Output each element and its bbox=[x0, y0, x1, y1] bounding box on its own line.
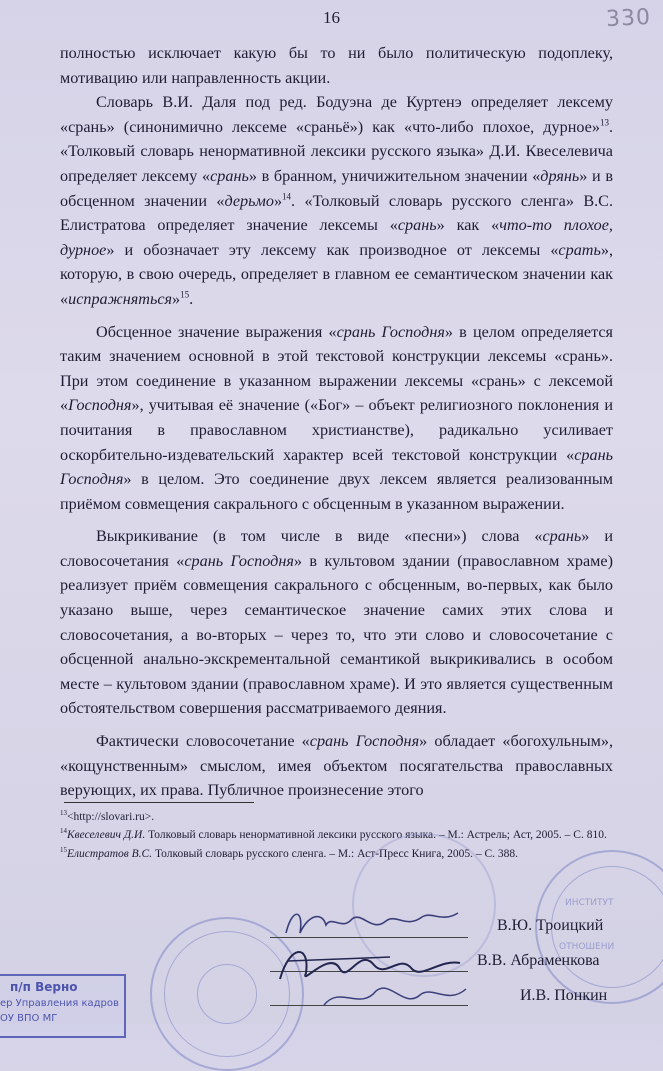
italic-term: срань Господня bbox=[309, 732, 420, 751]
text-run: Обсценное значение выражения « bbox=[96, 322, 337, 341]
signatory-name-3: И.В. Понкин bbox=[520, 987, 608, 1004]
footnote bbox=[60, 806, 615, 824]
footnotes bbox=[60, 806, 615, 861]
footnote-ref: 15 bbox=[180, 289, 190, 300]
text-run: » обладает «богохульным», «кощунственным» смыслом, имея объектом посягательства православных верующих, их права. Публичное произнесение этого bbox=[60, 732, 613, 800]
footnote bbox=[60, 843, 615, 861]
text-run: » bbox=[172, 289, 181, 308]
italic-term: срань Господня bbox=[60, 445, 613, 489]
seal-text-line2: ОТНОШЕНИ bbox=[559, 942, 615, 952]
italic-term: срань Господня bbox=[184, 551, 294, 570]
text-run: », которую, в свою очередь, определяет в главном ее семантическом значении как « bbox=[60, 240, 613, 308]
italic-term: Господня bbox=[68, 396, 132, 415]
signature-3 bbox=[320, 975, 470, 1015]
certification-line-2: ОУ ВПО МГ bbox=[0, 1013, 58, 1024]
footnote-ref: 13 bbox=[599, 117, 609, 128]
text-run: », учитывая её значение («Бог» – объект религиозного поклонения и почитания в православном христианстве), радикально усиливает оскорбительно-издевательский характер всей текстовой конструкции « bbox=[60, 396, 613, 464]
seal-text-line1: ИНСТИТУТ bbox=[565, 898, 614, 908]
text-run: . «Толковый словарь русского сленга» В.С. Елистратова определяет значение лексемы « bbox=[60, 191, 614, 235]
signatory-name-2: В.В. Абраменкова bbox=[477, 952, 600, 969]
italic-term: срань bbox=[210, 166, 249, 185]
footnote-text: <http://slovari.ru>. bbox=[67, 810, 155, 823]
footnote-author: Квеселевич Д.И. bbox=[67, 829, 146, 842]
text-run: Словарь В.И. Даля под ред. Бодуэна де Куртенэ определяет лексему «срань» (синонимично лексеме «сраньё») как «что-либо плохое, дурное» bbox=[60, 93, 613, 136]
italic-term: срань bbox=[542, 527, 582, 546]
handwritten-page-mark: 330 bbox=[605, 4, 652, 33]
italic-term: что-то плохое, дурное bbox=[60, 216, 613, 259]
text-run: » в культовом здании (православном храме) реализует приём совмещения сакрального с обсценным, во-первых, как было указано выше, через семантическое значение самих этих слова и словосочетания, а во-вторых – через то, что эти слово и словосочетание с обсценной анально-экскрементальной семантикой выкрикивались в особом месте – культовом здании (православном храме). И это является существенным обстоятельством совершения рассматриваемого деяния. bbox=[60, 551, 613, 718]
text-run: » и словосочетания « bbox=[60, 527, 613, 570]
footnote-number: 13 bbox=[60, 809, 67, 817]
certification-line-1: ер Управления кадров bbox=[0, 998, 119, 1009]
signatory-name-1: В.Ю. Троицкий bbox=[497, 917, 604, 934]
text-run: » и в обсценном значении « bbox=[60, 166, 614, 210]
body-text bbox=[60, 41, 613, 803]
text-run: полностью исключает какую бы то ни было политическую подоплеку, мотивацию или направленность акции. bbox=[60, 44, 613, 87]
certification-title: п/п Верно bbox=[10, 980, 78, 994]
italic-term: дерьмо bbox=[224, 191, 274, 210]
italic-term: срать bbox=[558, 240, 601, 259]
italic-term: дрянь bbox=[540, 166, 580, 185]
paragraph bbox=[60, 41, 613, 90]
footnote-author: Елистратов В.С. bbox=[67, 847, 153, 860]
text-run: » и обозначает эту лексему как производное от лексемы « bbox=[106, 240, 559, 259]
italic-term: срань bbox=[397, 216, 437, 235]
page-number: 16 bbox=[323, 8, 340, 27]
text-run: » в целом. Это соединение двух лексем является реализованным приёмом совмещения сакрального с обсценным в указанном выражении. bbox=[60, 470, 613, 513]
italic-term: испражняться bbox=[68, 289, 173, 308]
paragraph bbox=[60, 729, 613, 803]
certification-stamp bbox=[0, 974, 126, 1038]
text-run: Фактически словосочетание « bbox=[96, 732, 310, 751]
text-run: » как « bbox=[436, 216, 500, 235]
footnote-number: 14 bbox=[60, 827, 67, 836]
footnote-number: 15 bbox=[60, 845, 67, 854]
paragraph bbox=[60, 90, 613, 311]
text-run: . «Толковый словарь ненормативной лексики русского языка» Д.И. Квеселевича определяет лексему « bbox=[60, 117, 613, 185]
footnote-divider bbox=[64, 802, 254, 803]
paragraph bbox=[60, 524, 613, 721]
paragraph bbox=[60, 320, 613, 517]
text-run: » в бранном, уничижительном значении « bbox=[248, 166, 541, 185]
footnote-ref: 14 bbox=[282, 191, 292, 202]
signature-1 bbox=[282, 903, 462, 943]
text-run: . bbox=[189, 289, 194, 308]
text-run: Выкрикивание (в том числе в виде «песни») слова « bbox=[96, 527, 543, 546]
italic-term: срань Господня bbox=[336, 322, 445, 341]
footnote-text: Толковый словарь русского сленга. – М.: Аст-Пресс Книга, 2005. – С. 388. bbox=[152, 847, 519, 860]
text-run: » bbox=[273, 191, 283, 210]
footnote bbox=[60, 824, 615, 842]
text-run: » в целом определяется таким значением основной в этой текстовой конструкции лексемы «срань». При этом соединение в указанном выражении лексемы «срань» с лексемой « bbox=[60, 322, 614, 415]
footnote-text: Толковый словарь ненормативной лексики русского языка. – М.: Астрель; Аст, 2005. – С. 810. bbox=[145, 829, 607, 842]
